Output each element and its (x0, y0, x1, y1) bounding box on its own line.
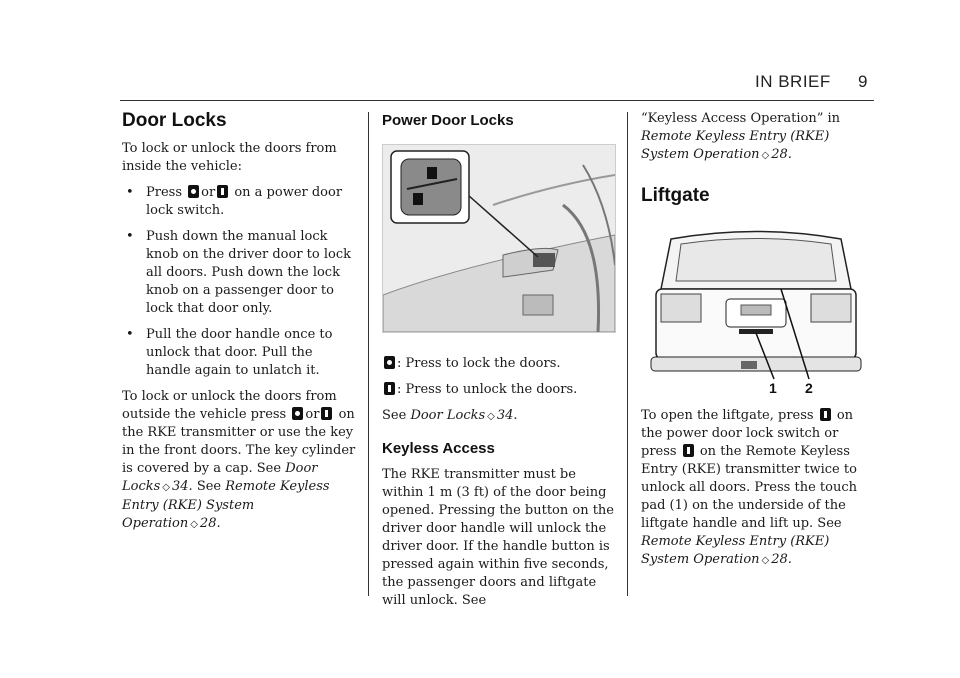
door-switch-illustration (382, 144, 616, 333)
ref-door-locks-page[interactable]: 34. (496, 408, 518, 423)
bullet1-or: or (201, 185, 216, 200)
lock-icon (384, 356, 395, 369)
running-header (755, 72, 868, 92)
ref-rke-page[interactable]: 28. (771, 552, 792, 567)
outside-text-a: To lock or unlock the doors from outside the vehicle press (122, 389, 337, 422)
bullet1-text-b: on a power door lock switch. (146, 185, 343, 218)
liftgate-body (641, 407, 875, 570)
header-rule (120, 100, 874, 101)
lock-desc-text: : Press to lock the doors. (397, 356, 561, 371)
see-text: See (196, 479, 222, 494)
unlock-icon (820, 408, 831, 421)
liftgate-illustration (641, 219, 871, 397)
page-ref-arrow-icon: ◇ (162, 482, 170, 493)
ref-door-locks-link[interactable]: Door Locks (410, 408, 486, 423)
ref-rke-link[interactable]: Remote Keyless Entry (RKE) System Operation (122, 479, 330, 531)
unlock-icon (683, 444, 694, 457)
page-ref-arrow-icon: ◇ (761, 555, 770, 566)
outside-or: or (305, 407, 320, 422)
ref-rke-page[interactable]: 28. (199, 516, 221, 531)
liftgate-drawing (641, 219, 871, 397)
keyless-access-heading: Keyless Access (382, 440, 495, 457)
column-liftgate (641, 110, 875, 578)
list-item (122, 184, 356, 220)
door-locks-list (122, 184, 356, 380)
page-ref-arrow-icon: ◇ (190, 519, 198, 530)
column-power-door-locks (382, 110, 616, 618)
column-divider-2 (627, 112, 628, 596)
unlock-description (382, 381, 616, 399)
ref-door-locks-link[interactable]: Door Locks (122, 461, 318, 494)
page-ref-arrow-icon: ◇ (761, 150, 770, 161)
lock-icon (188, 185, 199, 198)
column-door-locks (122, 110, 356, 542)
continued-reference (641, 110, 875, 165)
section-title: IN BRIEF (755, 72, 831, 91)
bullet1-text-a: Press (146, 185, 182, 200)
outside-paragraph (122, 388, 356, 534)
page-ref-arrow-icon: ◇ (487, 411, 495, 422)
column-divider-1 (368, 112, 369, 596)
outside-text-b: on the RKE transmitter or use the key in the front doors. The key cylinder is covered by a cap. See (122, 407, 356, 476)
door-locks-heading: Door Locks (122, 110, 227, 131)
list-item: • Push down the manual lock knob on the driver door to lock all doors. Push down the lock knob on a passenger door to lock that door only. (122, 228, 356, 318)
ref-rke-link[interactable]: Remote Keyless Entry (RKE) System Operation (641, 129, 830, 162)
unlock-icon (217, 185, 228, 198)
keyless-access-body: The RKE transmitter must be within 1 m (3 ft) of the door being opened. Pressing the button on the driver door handle will unlock the driver door. If the handle button is pressed again within five seconds, the passenger doors and liftgate will unlock. See (382, 467, 614, 608)
unlock-desc-text: : Press to unlock the doors. (397, 382, 578, 397)
ref-rke-page[interactable]: 28. (771, 147, 792, 162)
liftgate-text-c: on the Remote Keyless Entry (RKE) transmitter twice to unlock all doors. Press the touch pad (1) on the underside of the liftgate handle and lift up. See (641, 444, 857, 531)
ref-rke-link[interactable]: Remote Keyless Entry (RKE) System Operation (641, 534, 830, 567)
liftgate-text-a: To open the liftgate, press (641, 408, 814, 423)
callout-1: 1 (769, 380, 777, 396)
unlock-icon (321, 407, 332, 420)
see-text: See (382, 408, 407, 423)
power-door-locks-heading: Power Door Locks (382, 112, 514, 129)
liftgate-text-b: on the power door lock switch or press (641, 408, 854, 459)
door-switch-drawing (383, 145, 615, 332)
ref-door-locks-page[interactable]: 34. (172, 479, 193, 494)
liftgate-heading: Liftgate (641, 185, 710, 206)
door-locks-intro: To lock or unlock the doors from inside the vehicle: (122, 141, 337, 174)
continued-quote: “Keyless Access Operation” in (641, 111, 841, 126)
lock-description (382, 355, 616, 373)
unlock-icon (384, 382, 395, 395)
callout-2: 2 (805, 380, 813, 396)
lock-icon (292, 407, 303, 420)
see-door-locks (382, 407, 616, 426)
page-number: 9 (858, 72, 868, 91)
list-item: • Pull the door handle once to unlock that door. Pull the handle again to unlatch it. (122, 326, 356, 380)
